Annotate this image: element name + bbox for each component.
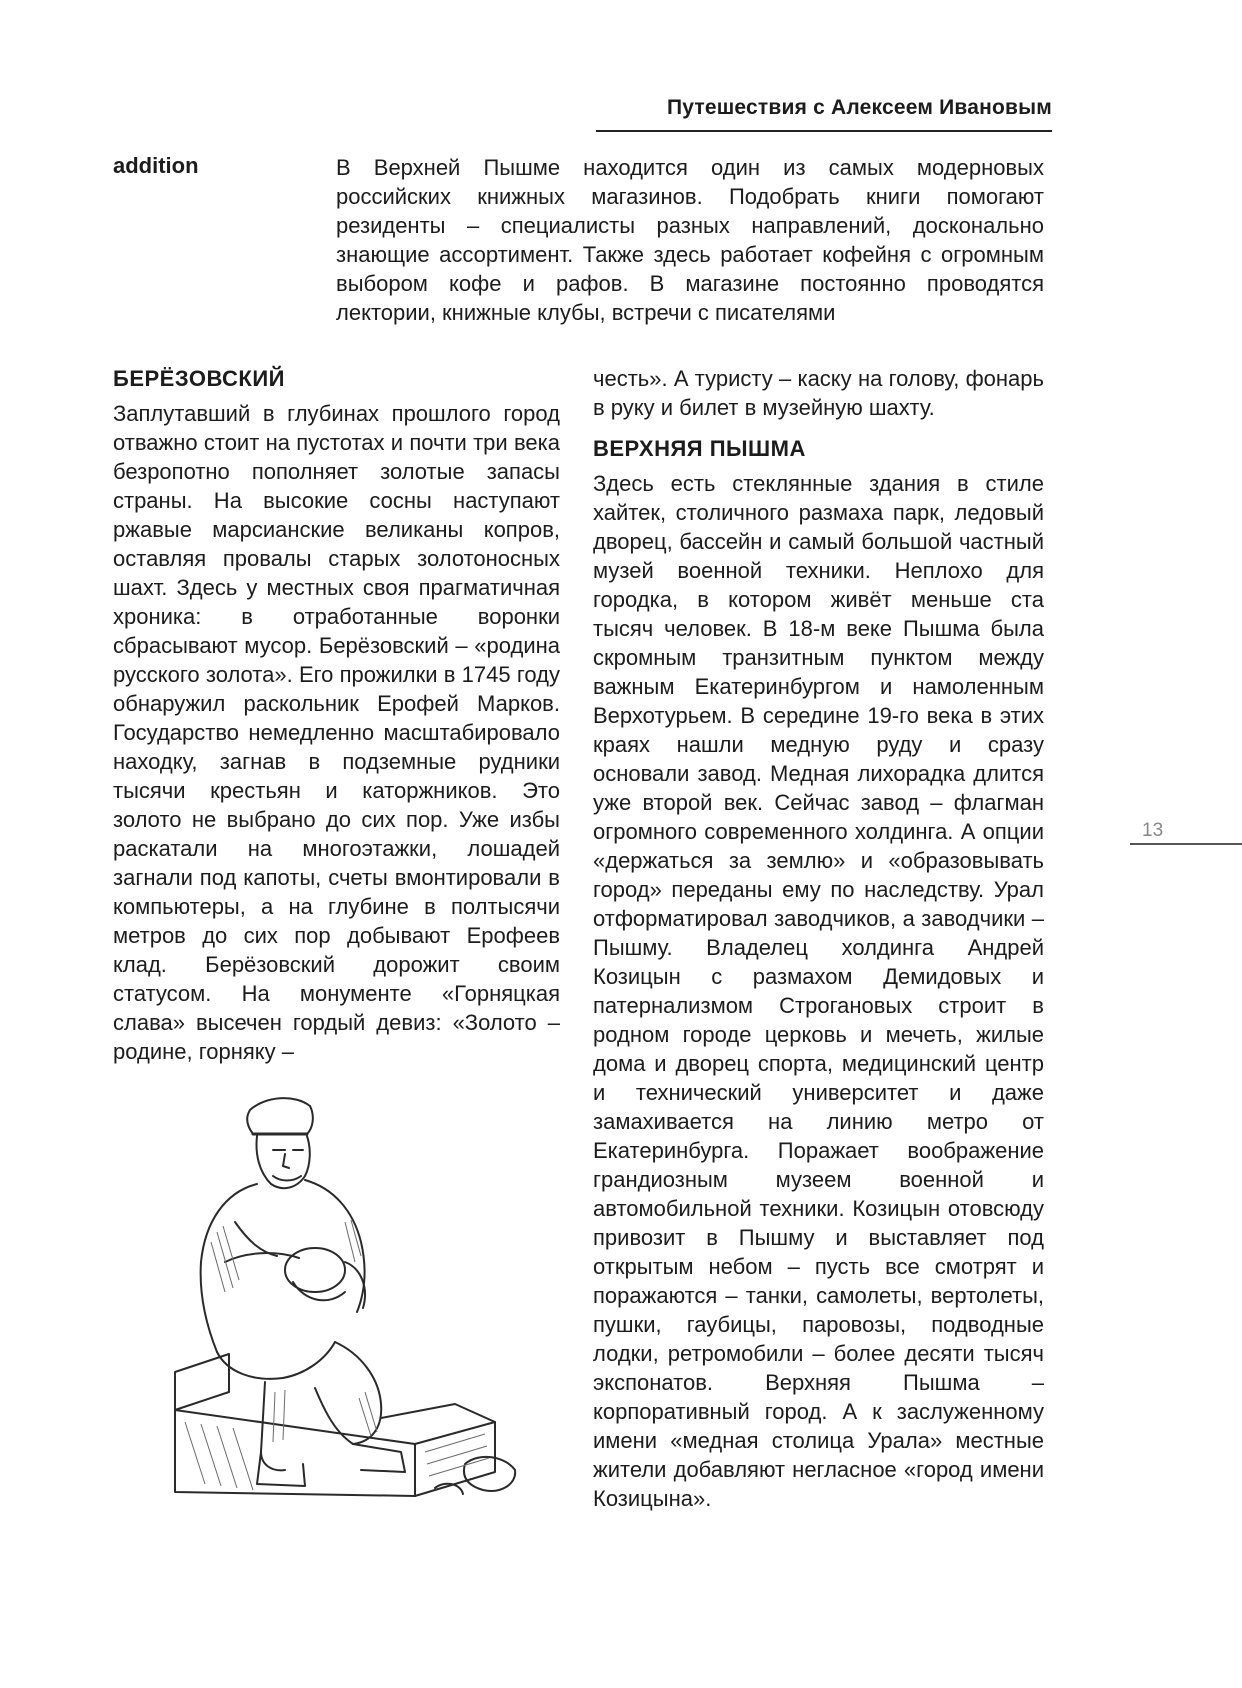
- right-column: [593, 364, 1044, 1513]
- addition-text: В Верхней Пышме находится один из самых модерновых российских книжных магазинов. Подобрать книги помогают резиденты – специалисты разных направлений, досконально знающие ассортимент. Также здесь работает кофейня с огромным выбором кофе и рафов. В магазине постоянно проводятся лектории, книжные клубы, встречи с писателями: [336, 155, 1044, 325]
- page-number-rule: [1130, 843, 1242, 845]
- left-column: [113, 364, 560, 1066]
- addition-label: addition: [113, 153, 199, 178]
- running-header-title: Путешествия с Алексеем Ивановым: [666, 96, 1052, 119]
- header-rule: [596, 130, 1052, 132]
- page-number: 13: [1142, 820, 1164, 841]
- berezovsky-continuation: честь». А туристу – каску на голову, фонарь в руку и билет в музейную шахту.: [593, 366, 1044, 420]
- berezovsky-title: БЕРЁЗОВСКИЙ: [113, 366, 285, 391]
- verkhnyaya-pyshma-text: Здесь есть стеклянные здания в стиле хайтек, столичного размаха парк, ледовый дворец, бассейн и самый большой частный музей военной техники. Неплохо для городка, в котором живёт меньше ста тысяч человек. В 18-м веке Пышма была скромным транзитным пунктом между важным Екатеринбургом и намоленным Верхотурьем. В середине 19-го века в этих краях нашли медную руду и сразу основали завод. Медная лихорадка длится уже второй век. Сейчас завод – флагман огромного современного холдинга. А опции «держаться за землю» и «образовывать город» переданы ему по наследству. Урал отформатировал заводчиков, а заводчики – Пышму. Владелец холдинга Андрей Козицын с размахом Демидовых и патернализмом Строгановых строит в родном городе церковь и мечеть, жилые дома и дворец спорта, медицинский центр и технический университет и даже замахивается на линию метро от Екатеринбурга. Поражает воображение грандиозным музеем военной и автомобильной техники. Козицын отовсюду привозит в Пышму и выставляет под открытым небом – пусть все смотрят и поражаются – танки, самолеты, вертолеты, пушки, гаубицы, паровозы, подводные лодки, ретромобили – более десяти тысяч экспонатов. Верхняя Пышма – корпоративный город. А к заслуженному имени «медная столица Урала» местные жители добавляют негласное «город имени Козицына».: [593, 471, 1044, 1511]
- miner-statue-illustration: [165, 1092, 535, 1502]
- berezovsky-text: Заплутавший в глубинах прошлого город отважно стоит на пустотах и почти три века безропотно пополняет золотые запасы страны. На высокие сосны наступают ржавые марсианские великаны копров, оставляя провалы старых золотоносных шахт. Здесь у местных своя прагматичная хроника: в отработанные воронки сбрасывают мусор. Берёзовский – «родина русского золота». Его прожилки в 1745 году обнаружил раскольник Ерофей Марков. Государство немедленно масштабировало находку, загнав в подземные рудники тысячи крестьян и каторжников. Это золото не выбрано до сих пор. Уже избы раскатали на многоэтажки, лошадей загнали под капоты, счеты вмонтировали в компьютеры, а на глубине в полтысячи метров до сих пор добывают Ерофеев клад. Берёзовский дорожит своим статусом. На монументе «Горняцкая слава» высечен гордый девиз: «Золото – родине, горняку –: [113, 401, 560, 1064]
- verkhnyaya-pyshma-title: ВЕРХНЯЯ ПЫШМА: [593, 436, 806, 461]
